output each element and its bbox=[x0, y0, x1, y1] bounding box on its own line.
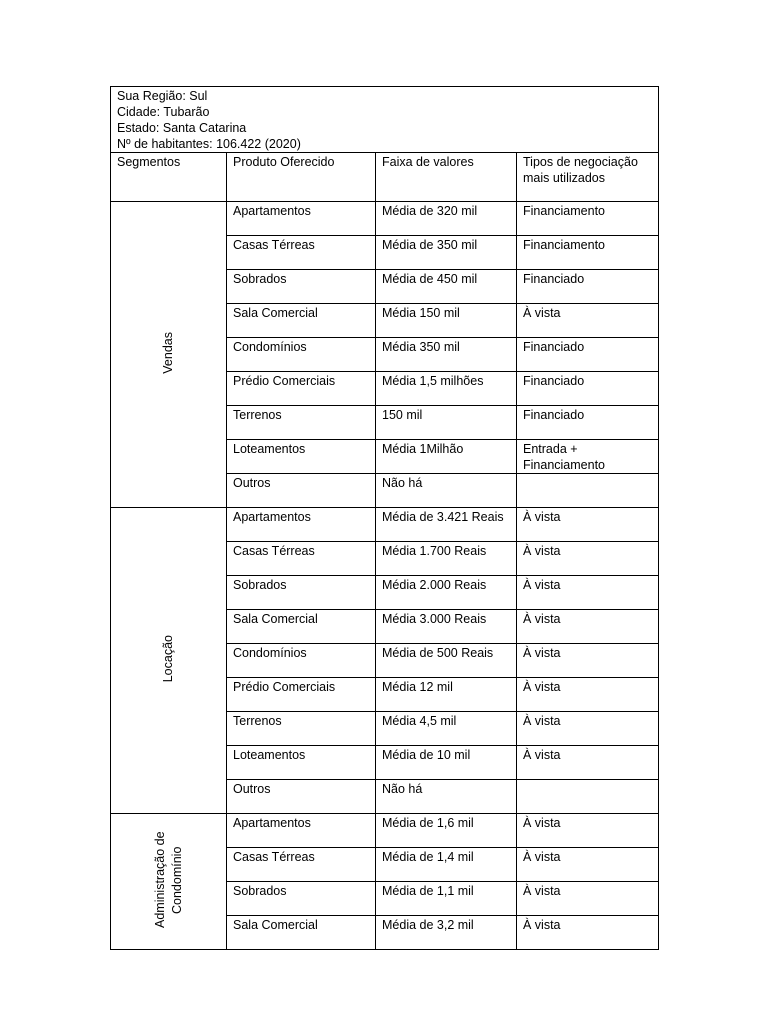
column-header-product: Produto Oferecido bbox=[227, 153, 376, 202]
info-row bbox=[111, 87, 659, 153]
product-cell: Sobrados bbox=[227, 576, 376, 610]
negotiation-cell: Entrada + Financiamento bbox=[517, 440, 659, 474]
value-range-cell: Média 2.000 Reais bbox=[376, 576, 517, 610]
value-range-cell: Média 1.700 Reais bbox=[376, 542, 517, 576]
value-range-cell: Média 12 mil bbox=[376, 678, 517, 712]
value-range-cell: Média 4,5 mil bbox=[376, 712, 517, 746]
table-row bbox=[111, 508, 659, 542]
product-cell: Prédio Comerciais bbox=[227, 678, 376, 712]
negotiation-cell: Financiado bbox=[517, 338, 659, 372]
negotiation-cell: À vista bbox=[517, 644, 659, 678]
product-cell: Loteamentos bbox=[227, 746, 376, 780]
product-cell: Apartamentos bbox=[227, 814, 376, 848]
value-range-cell: Média de 1,1 mil bbox=[376, 882, 517, 916]
region-text: Sua Região: Sul bbox=[117, 89, 208, 103]
table-row bbox=[111, 202, 659, 236]
value-range-cell: Média 1Milhão bbox=[376, 440, 517, 474]
negotiation-cell: À vista bbox=[517, 746, 659, 780]
value-range-cell: Média 1,5 milhões bbox=[376, 372, 517, 406]
product-cell: Sobrados bbox=[227, 882, 376, 916]
market-table bbox=[110, 86, 659, 950]
negotiation-cell: À vista bbox=[517, 712, 659, 746]
negotiation-cell: À vista bbox=[517, 916, 659, 950]
negotiation-cell: À vista bbox=[517, 542, 659, 576]
population-text: Nº de habitantes: 106.422 (2020) bbox=[117, 137, 301, 151]
product-cell: Condomínios bbox=[227, 644, 376, 678]
negotiation-cell: À vista bbox=[517, 814, 659, 848]
negotiation-cell: À vista bbox=[517, 678, 659, 712]
negotiation-cell: Financiado bbox=[517, 270, 659, 304]
value-range-cell: Não há bbox=[376, 474, 517, 508]
city-text: Cidade: Tubarão bbox=[117, 105, 210, 119]
negotiation-cell: À vista bbox=[517, 882, 659, 916]
product-cell: Sala Comercial bbox=[227, 610, 376, 644]
negotiation-cell: Financiamento bbox=[517, 202, 659, 236]
product-cell: Apartamentos bbox=[227, 508, 376, 542]
negotiation-cell bbox=[517, 474, 659, 508]
value-range-cell: Não há bbox=[376, 780, 517, 814]
value-range-cell: Média de 10 mil bbox=[376, 746, 517, 780]
value-range-cell: Média de 3.421 Reais bbox=[376, 508, 517, 542]
product-cell: Apartamentos bbox=[227, 202, 376, 236]
product-cell: Sobrados bbox=[227, 270, 376, 304]
value-range-cell: 150 mil bbox=[376, 406, 517, 440]
value-range-cell: Média de 3,2 mil bbox=[376, 916, 517, 950]
value-range-cell: Média 150 mil bbox=[376, 304, 517, 338]
segment-label: Administração de Condomínio bbox=[152, 831, 184, 928]
segment-cell bbox=[111, 202, 227, 508]
negotiation-cell: À vista bbox=[517, 576, 659, 610]
negotiation-cell bbox=[517, 780, 659, 814]
product-cell: Sala Comercial bbox=[227, 916, 376, 950]
value-range-cell: Média de 350 mil bbox=[376, 236, 517, 270]
segment-label: Locação bbox=[161, 634, 175, 683]
value-range-cell: Média 3.000 Reais bbox=[376, 610, 517, 644]
product-cell: Casas Térreas bbox=[227, 542, 376, 576]
value-range-cell: Média de 1,6 mil bbox=[376, 814, 517, 848]
negotiation-cell: Financiamento bbox=[517, 236, 659, 270]
product-cell: Casas Térreas bbox=[227, 848, 376, 882]
negotiation-cell: À vista bbox=[517, 610, 659, 644]
product-cell: Terrenos bbox=[227, 712, 376, 746]
negotiation-cell: À vista bbox=[517, 508, 659, 542]
segment-label: Vendas bbox=[161, 331, 175, 374]
product-cell: Sala Comercial bbox=[227, 304, 376, 338]
product-cell: Terrenos bbox=[227, 406, 376, 440]
negotiation-cell: À vista bbox=[517, 848, 659, 882]
value-range-cell: Média de 450 mil bbox=[376, 270, 517, 304]
negotiation-cell: À vista bbox=[517, 304, 659, 338]
column-header-segments: Segmentos bbox=[111, 153, 227, 202]
header-row bbox=[111, 153, 659, 202]
value-range-cell: Média de 1,4 mil bbox=[376, 848, 517, 882]
product-cell: Outros bbox=[227, 474, 376, 508]
state-text: Estado: Santa Catarina bbox=[117, 121, 247, 135]
product-cell: Casas Térreas bbox=[227, 236, 376, 270]
negotiation-cell: Financiado bbox=[517, 372, 659, 406]
product-cell: Outros bbox=[227, 780, 376, 814]
product-cell: Prédio Comerciais bbox=[227, 372, 376, 406]
value-range-cell: Média de 320 mil bbox=[376, 202, 517, 236]
column-header-value-range: Faixa de valores bbox=[376, 153, 517, 202]
table-row bbox=[111, 814, 659, 848]
product-cell: Loteamentos bbox=[227, 440, 376, 474]
product-cell: Condomínios bbox=[227, 338, 376, 372]
segment-cell bbox=[111, 814, 227, 950]
segment-cell bbox=[111, 508, 227, 814]
location-info-cell bbox=[111, 87, 659, 153]
negotiation-cell: Financiado bbox=[517, 406, 659, 440]
column-header-negotiation: Tipos de negociação mais utilizados bbox=[517, 153, 659, 202]
value-range-cell: Média 350 mil bbox=[376, 338, 517, 372]
table-body bbox=[111, 87, 659, 950]
value-range-cell: Média de 500 Reais bbox=[376, 644, 517, 678]
